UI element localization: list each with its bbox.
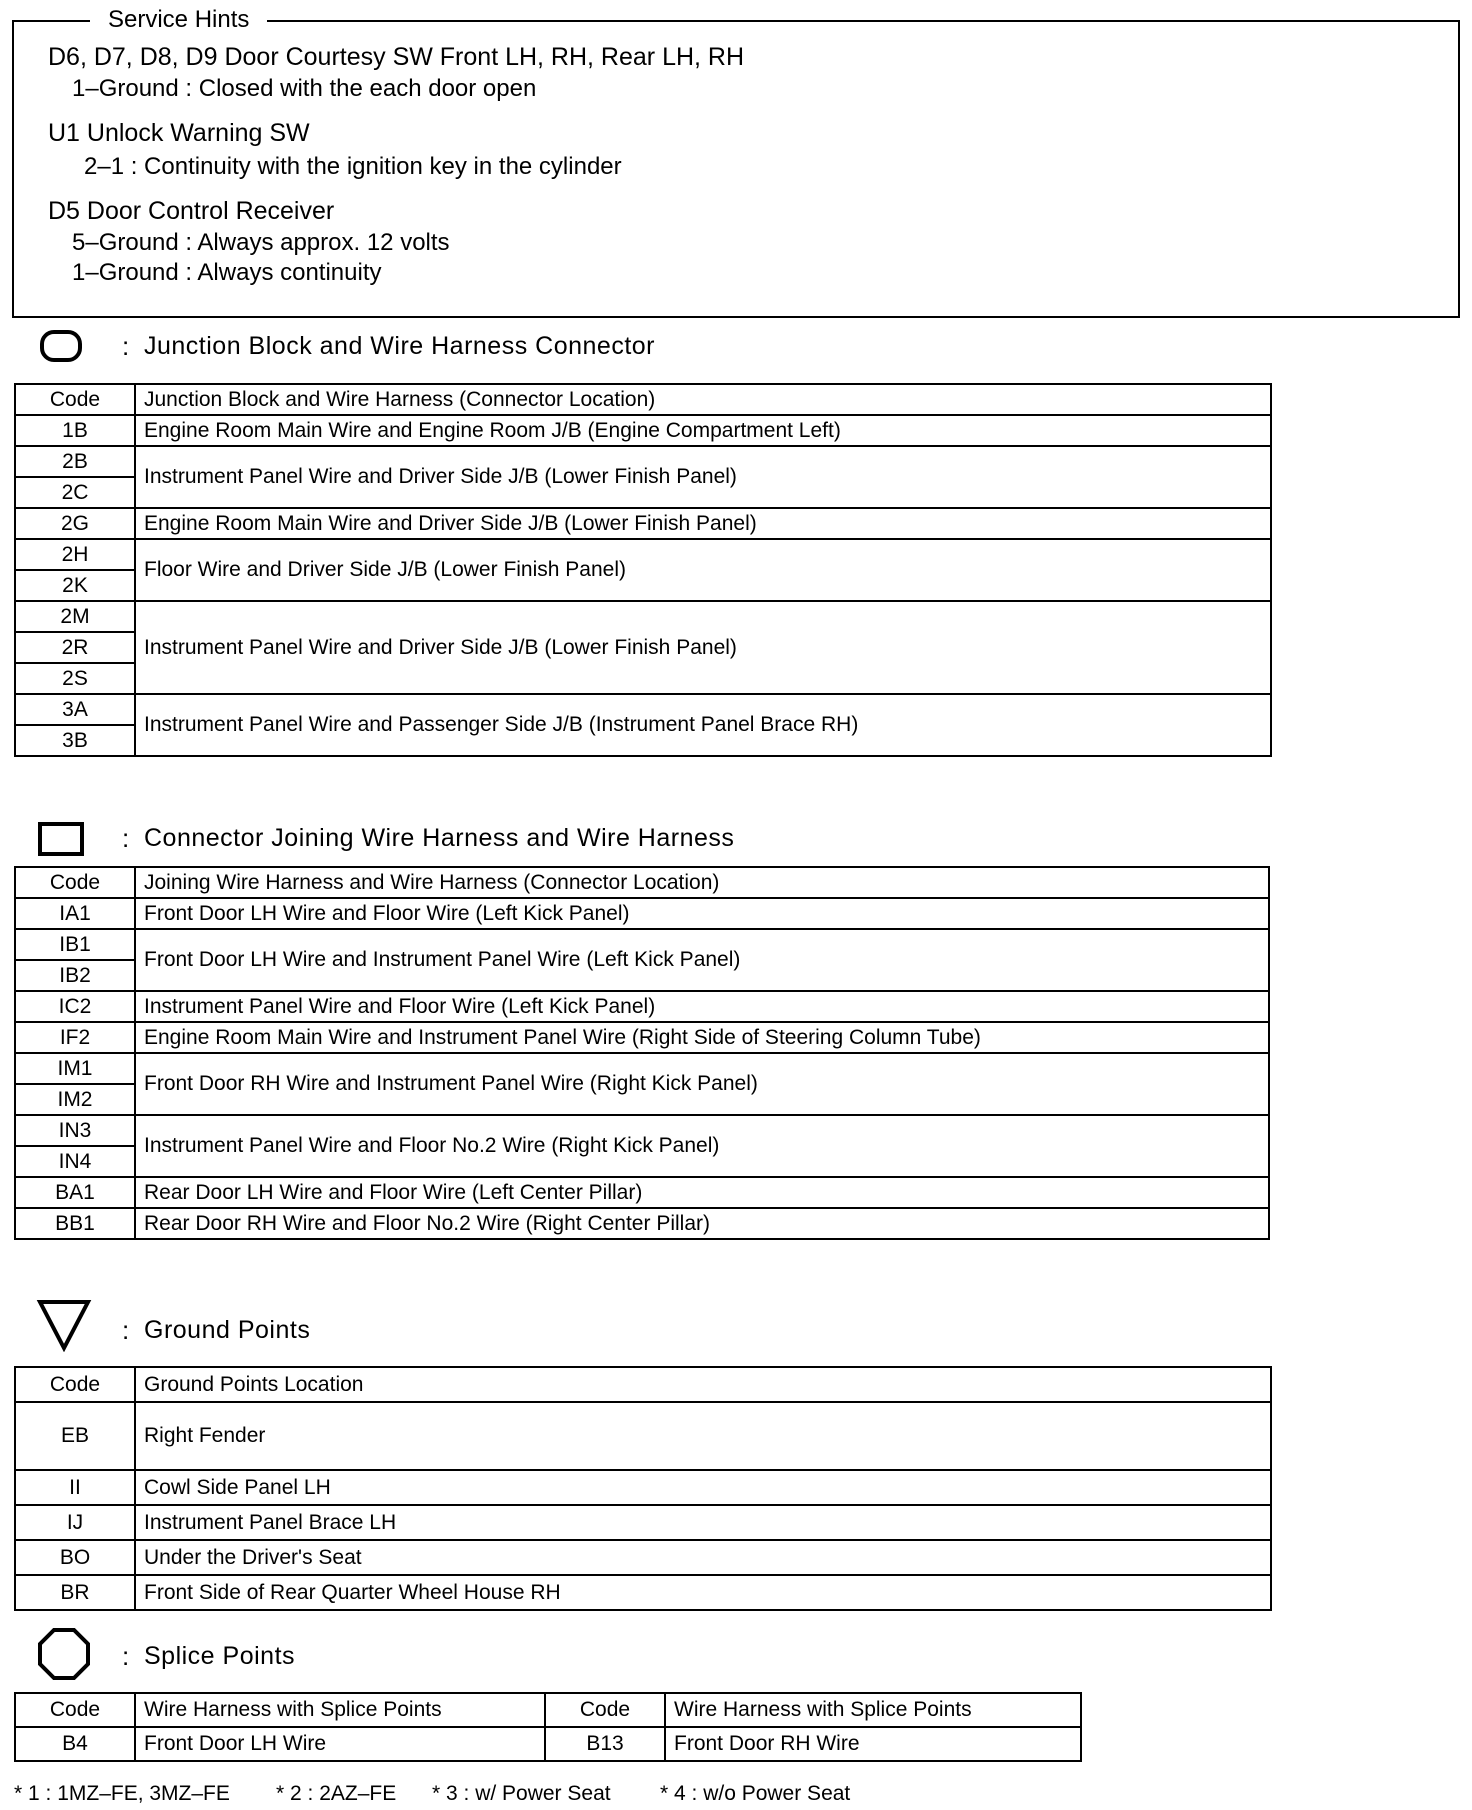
header-code: Code	[15, 384, 135, 415]
code-cell: 2G	[15, 508, 135, 539]
table-row	[15, 1505, 1271, 1540]
code-cell: IB2	[15, 960, 135, 991]
splice-heading: Splice Points	[144, 1641, 296, 1670]
code-cell: BO	[15, 1540, 135, 1575]
legend-colon: :	[122, 330, 130, 361]
code-cell: 3B	[15, 725, 135, 756]
header-code: Code	[15, 1693, 135, 1727]
table-row	[15, 1402, 1271, 1470]
table-row	[15, 601, 1271, 632]
footnote: * 2 : 2AZ–FE	[276, 1782, 397, 1805]
code-cell: II	[15, 1470, 135, 1505]
table-row	[15, 1575, 1271, 1610]
desc-cell: Cowl Side Panel LH	[135, 1470, 1271, 1505]
code-cell: IF2	[15, 1022, 135, 1053]
table-row	[15, 1177, 1269, 1208]
desc-cell: Rear Door LH Wire and Floor Wire (Left Center Pillar)	[135, 1177, 1269, 1208]
code-cell: 2R	[15, 632, 135, 663]
code-cell: IM2	[15, 1084, 135, 1115]
code-cell: 2B	[15, 446, 135, 477]
splice-table	[14, 1692, 1082, 1762]
footnote: * 1 : 1MZ–FE, 3MZ–FE	[14, 1782, 230, 1805]
down-triangle-icon	[36, 1296, 92, 1352]
hint-heading: D5 Door Control Receiver	[48, 197, 335, 225]
table-row	[15, 694, 1271, 725]
code-cell: 2C	[15, 477, 135, 508]
table-header-row	[15, 867, 1269, 898]
junction-table	[14, 383, 1272, 757]
footnote: * 4 : w/o Power Seat	[660, 1782, 851, 1805]
table-row	[15, 1727, 1081, 1761]
desc-cell: Engine Room Main Wire and Engine Room J/B (Engine Compartment Left)	[135, 415, 1271, 446]
table-row	[15, 898, 1269, 929]
square-icon	[36, 818, 86, 858]
header-code: Code	[15, 867, 135, 898]
code-cell: EB	[15, 1402, 135, 1470]
ground-heading: Ground Points	[144, 1315, 311, 1344]
table-row	[15, 1053, 1269, 1084]
desc-cell: Instrument Panel Wire and Floor No.2 Wire (Right Kick Panel)	[135, 1115, 1269, 1177]
hint-line: 5–Ground : Always approx. 12 volts	[72, 229, 450, 256]
header-code: Code	[15, 1367, 135, 1402]
desc-cell: Engine Room Main Wire and Driver Side J/B (Lower Finish Panel)	[135, 508, 1271, 539]
legend-colon: :	[122, 1640, 130, 1671]
service-hints-title: Service Hints	[90, 5, 267, 35]
table-header-row	[15, 1367, 1271, 1402]
code-cell: IC2	[15, 991, 135, 1022]
code-cell: IM1	[15, 1053, 135, 1084]
desc-cell: Floor Wire and Driver Side J/B (Lower Finish Panel)	[135, 539, 1271, 601]
desc-cell: Instrument Panel Wire and Driver Side J/B (Lower Finish Panel)	[135, 601, 1271, 694]
desc-cell: Under the Driver's Seat	[135, 1540, 1271, 1575]
footnote: * 3 : w/ Power Seat	[432, 1782, 611, 1805]
table-row	[15, 1208, 1269, 1239]
table-row	[15, 539, 1271, 570]
code-cell: 2M	[15, 601, 135, 632]
hint-heading: D6, D7, D8, D9 Door Courtesy SW Front LH, RH, Rear LH, RH	[48, 43, 745, 71]
connector-table	[14, 866, 1270, 1240]
desc-cell: Instrument Panel Wire and Floor Wire (Left Kick Panel)	[135, 991, 1269, 1022]
table-row	[15, 1022, 1269, 1053]
table-header-row	[15, 384, 1271, 415]
connector-heading: Connector Joining Wire Harness and Wire Harness	[144, 823, 735, 852]
code-cell: 2S	[15, 663, 135, 694]
desc-cell: Right Fender	[135, 1402, 1271, 1470]
header-desc: Joining Wire Harness and Wire Harness (Connector Location)	[135, 867, 1269, 898]
desc-cell: Front Door RH Wire and Instrument Panel Wire (Right Kick Panel)	[135, 1053, 1269, 1115]
code-cell: BR	[15, 1575, 135, 1610]
hint-line: 1–Ground : Always continuity	[72, 259, 382, 286]
desc-cell: Instrument Panel Wire and Passenger Side J/B (Instrument Panel Brace RH)	[135, 694, 1271, 756]
header-desc: Junction Block and Wire Harness (Connector Location)	[135, 384, 1271, 415]
code-cell: 2K	[15, 570, 135, 601]
desc-cell: Front Door LH Wire and Instrument Panel Wire (Left Kick Panel)	[135, 929, 1269, 991]
code-cell: IA1	[15, 898, 135, 929]
table-row	[15, 446, 1271, 477]
table-row	[15, 991, 1269, 1022]
table-row	[15, 415, 1271, 446]
legend-colon: :	[122, 1314, 130, 1345]
desc-cell: Front Door LH Wire and Floor Wire (Left Kick Panel)	[135, 898, 1269, 929]
code-cell: IB1	[15, 929, 135, 960]
ground-table	[14, 1366, 1272, 1611]
hint-heading: U1 Unlock Warning SW	[48, 119, 310, 147]
header-desc: Ground Points Location	[135, 1367, 1271, 1402]
code-cell: B13	[545, 1727, 665, 1761]
table-row	[15, 1470, 1271, 1505]
hint-line: 2–1 : Continuity with the ignition key in the cylinder	[84, 153, 622, 180]
desc-cell: Rear Door RH Wire and Floor No.2 Wire (Right Center Pillar)	[135, 1208, 1269, 1239]
header-desc: Wire Harness with Splice Points	[135, 1693, 545, 1727]
table-row	[15, 1540, 1271, 1575]
code-cell: B4	[15, 1727, 135, 1761]
octagon-icon	[36, 1626, 92, 1682]
header-code: Code	[545, 1693, 665, 1727]
code-cell: IN3	[15, 1115, 135, 1146]
table-row	[15, 508, 1271, 539]
legend-colon: :	[122, 822, 130, 853]
desc-cell: Engine Room Main Wire and Instrument Panel Wire (Right Side of Steering Column Tube)	[135, 1022, 1269, 1053]
rounded-square-icon	[36, 326, 86, 366]
desc-cell: Instrument Panel Wire and Driver Side J/B (Lower Finish Panel)	[135, 446, 1271, 508]
hint-line: 1–Ground : Closed with the each door open	[72, 75, 537, 102]
table-header-row	[15, 1693, 1081, 1727]
code-cell: BB1	[15, 1208, 135, 1239]
code-cell: BA1	[15, 1177, 135, 1208]
desc-cell: Front Door RH Wire	[665, 1727, 1081, 1761]
code-cell: IJ	[15, 1505, 135, 1540]
table-row	[15, 929, 1269, 960]
header-desc: Wire Harness with Splice Points	[665, 1693, 1081, 1727]
code-cell: 2H	[15, 539, 135, 570]
code-cell: 1B	[15, 415, 135, 446]
code-cell: 3A	[15, 694, 135, 725]
junction-heading: Junction Block and Wire Harness Connector	[144, 331, 656, 360]
desc-cell: Instrument Panel Brace LH	[135, 1505, 1271, 1540]
code-cell: IN4	[15, 1146, 135, 1177]
table-row	[15, 1115, 1269, 1146]
desc-cell: Front Side of Rear Quarter Wheel House RH	[135, 1575, 1271, 1610]
desc-cell: Front Door LH Wire	[135, 1727, 545, 1761]
